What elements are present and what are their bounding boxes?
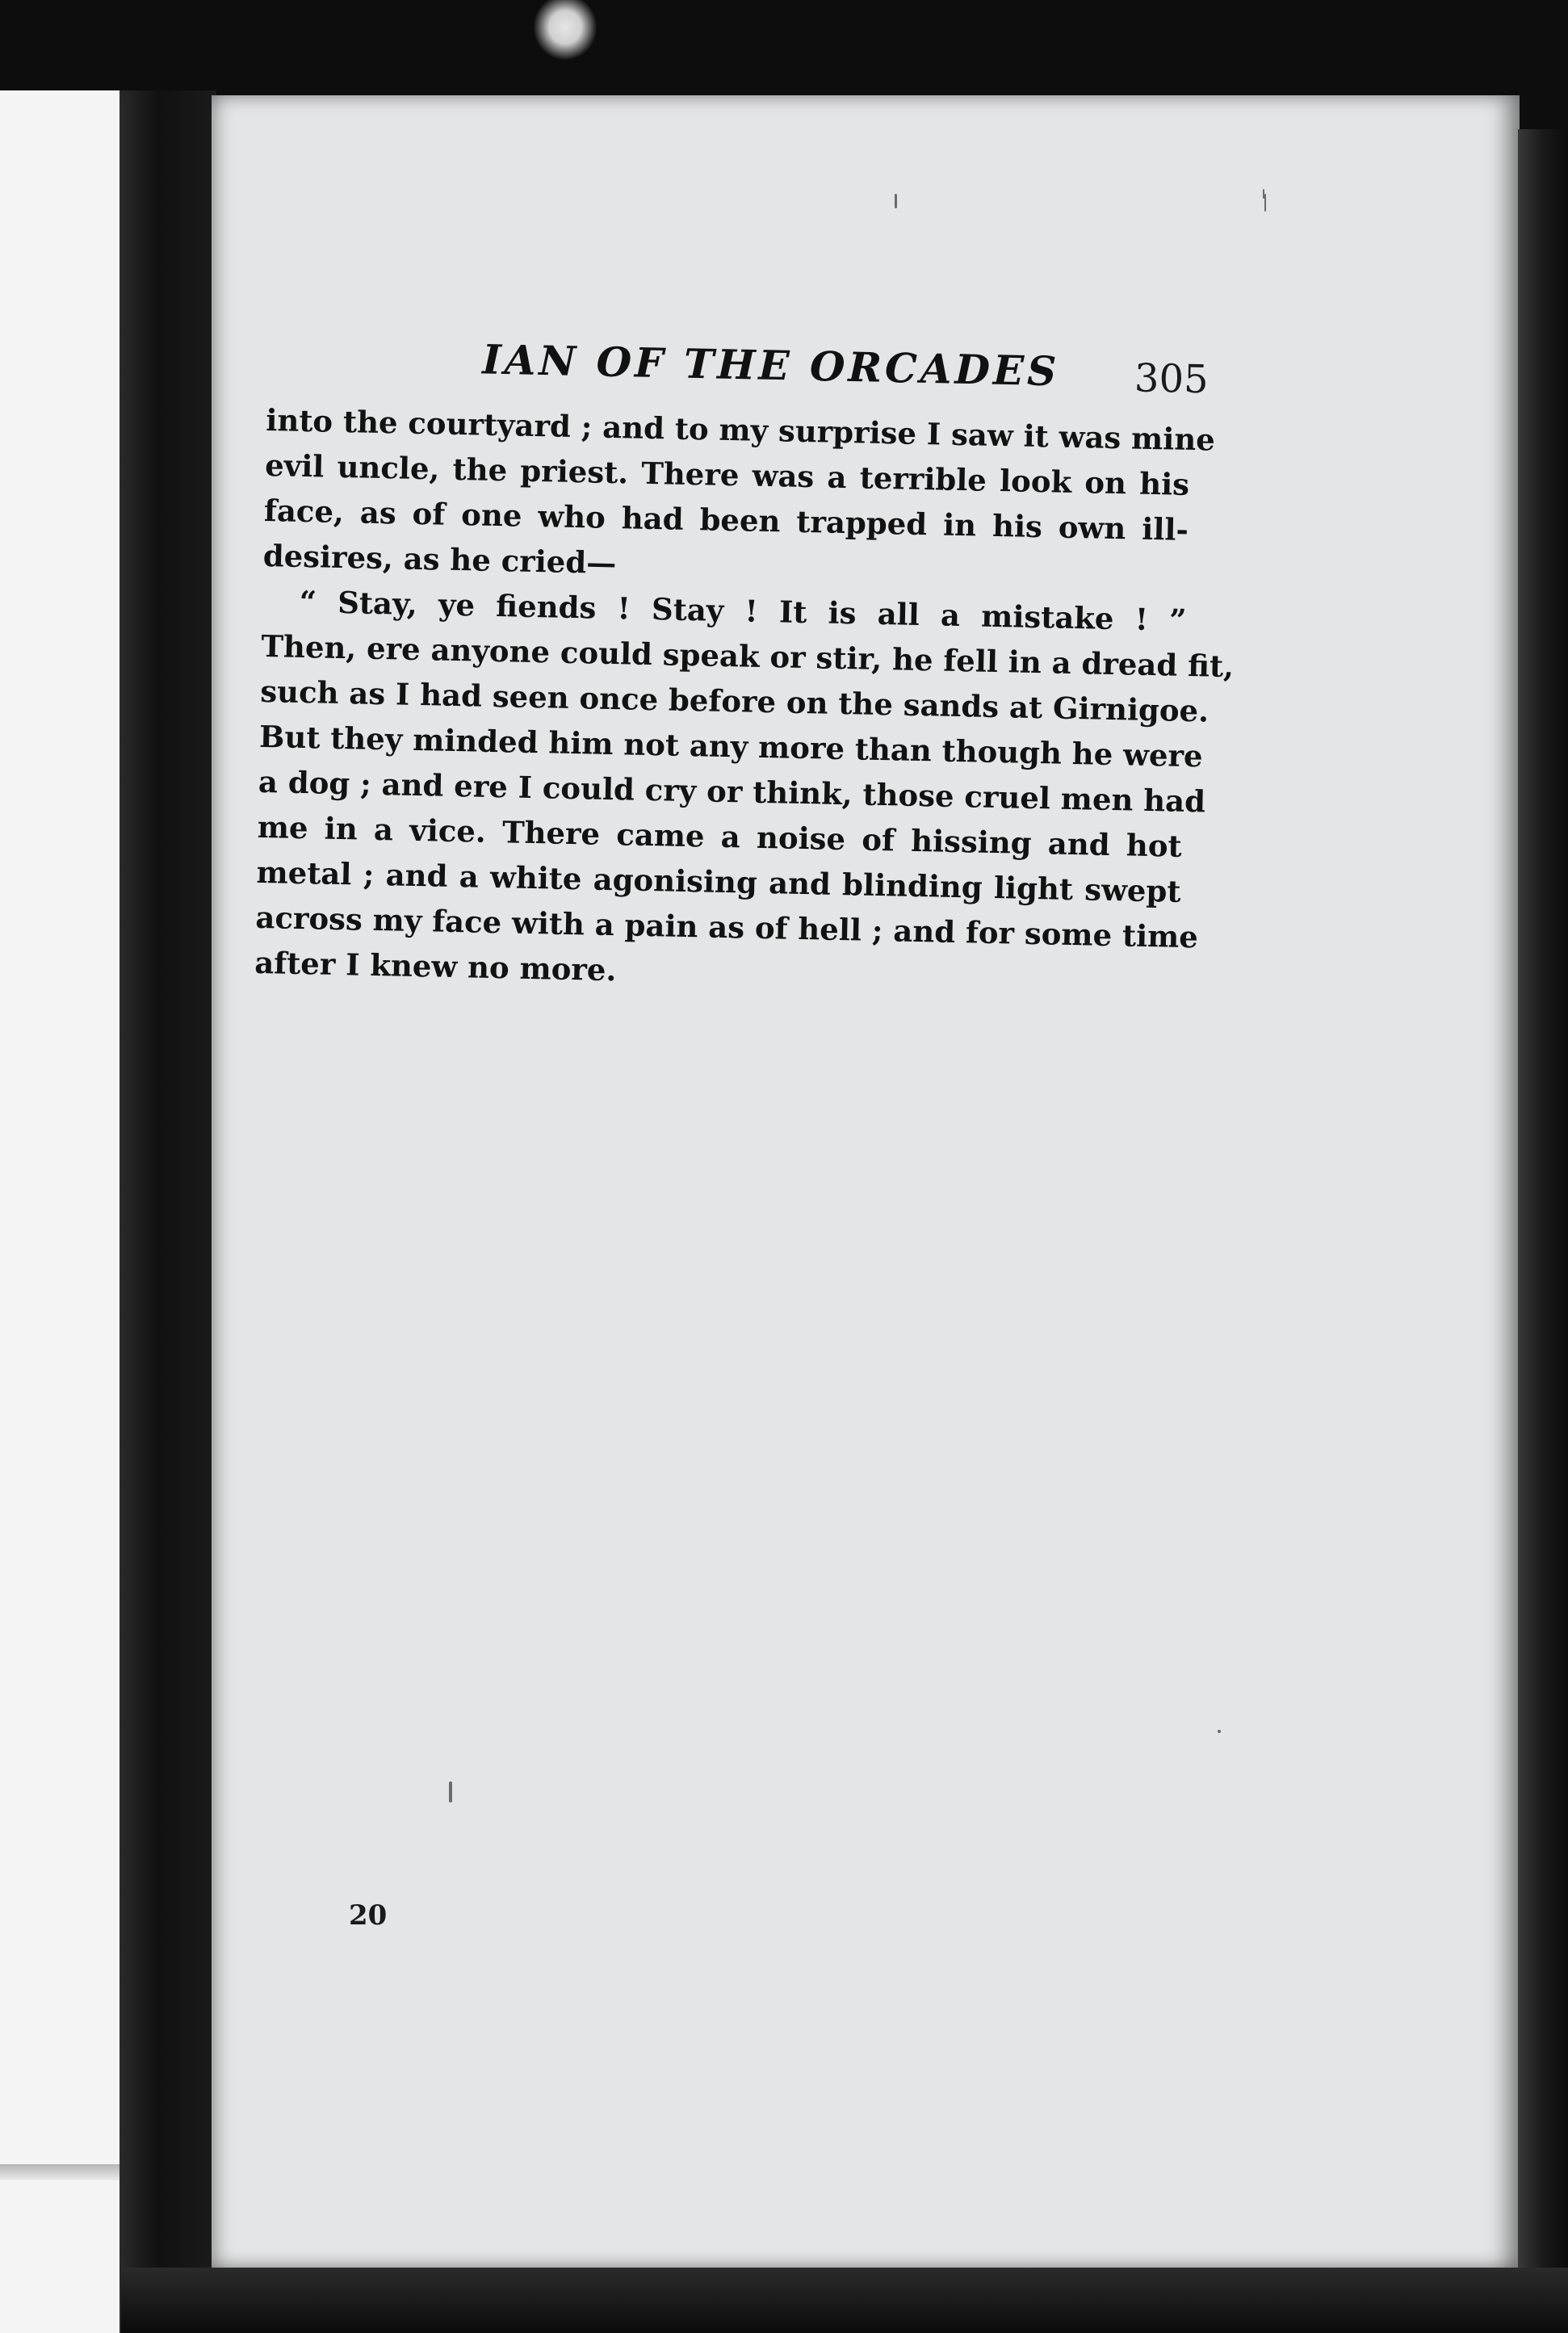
- signature-mark: 20: [349, 1899, 388, 1932]
- text-line: me in a vice. There came a noise of hissing and hot: [257, 808, 1183, 864]
- body-text: [254, 397, 1235, 1005]
- text-line: after I knew no more.: [254, 944, 617, 988]
- page-bottom-edge: [121, 2268, 1568, 2333]
- text-line: But they minded him not any more than though he were: [258, 718, 1204, 774]
- scan-speck: [533, 0, 597, 61]
- running-head: IAN OF THE ORCADES: [481, 335, 1060, 396]
- text-line: face, as of one who had been trapped in his own ill-: [263, 492, 1189, 548]
- page-number: 305: [1134, 355, 1210, 403]
- book-gutter: [119, 90, 216, 2333]
- text-line: across my face with a pain as of hell ; and for some time: [255, 899, 1199, 955]
- page-right-edge: [1518, 129, 1568, 2333]
- text-line: a dog ; and ere I could cry or think, those cruel men had: [258, 763, 1206, 820]
- text-line: such as I had seen once before on the sands at Girnigoe.: [259, 673, 1210, 729]
- dust-mark: [1218, 1730, 1221, 1733]
- dust-mark: [895, 194, 897, 208]
- text-line: “ Stay, ye fiends ! Stay ! It is all a mistake ! ”: [299, 583, 1187, 638]
- text-line: Then, ere anyone could speak or stir, he fell in a dread fit,: [261, 627, 1235, 685]
- facing-page-shadow: [0, 2164, 123, 2180]
- dust-mark: [449, 1781, 452, 1802]
- text-line: into the courtyard ; and to my surprise I saw it was mine: [265, 401, 1216, 458]
- text-line: metal ; and a white agonising and blinding light swept: [256, 854, 1181, 909]
- text-line: evil uncle, the priest. There was a terrible look on his: [264, 447, 1190, 502]
- dust-mark: [1264, 194, 1266, 212]
- facing-page-edge: [0, 90, 123, 2333]
- text-line: desires, as he cried—: [262, 537, 617, 581]
